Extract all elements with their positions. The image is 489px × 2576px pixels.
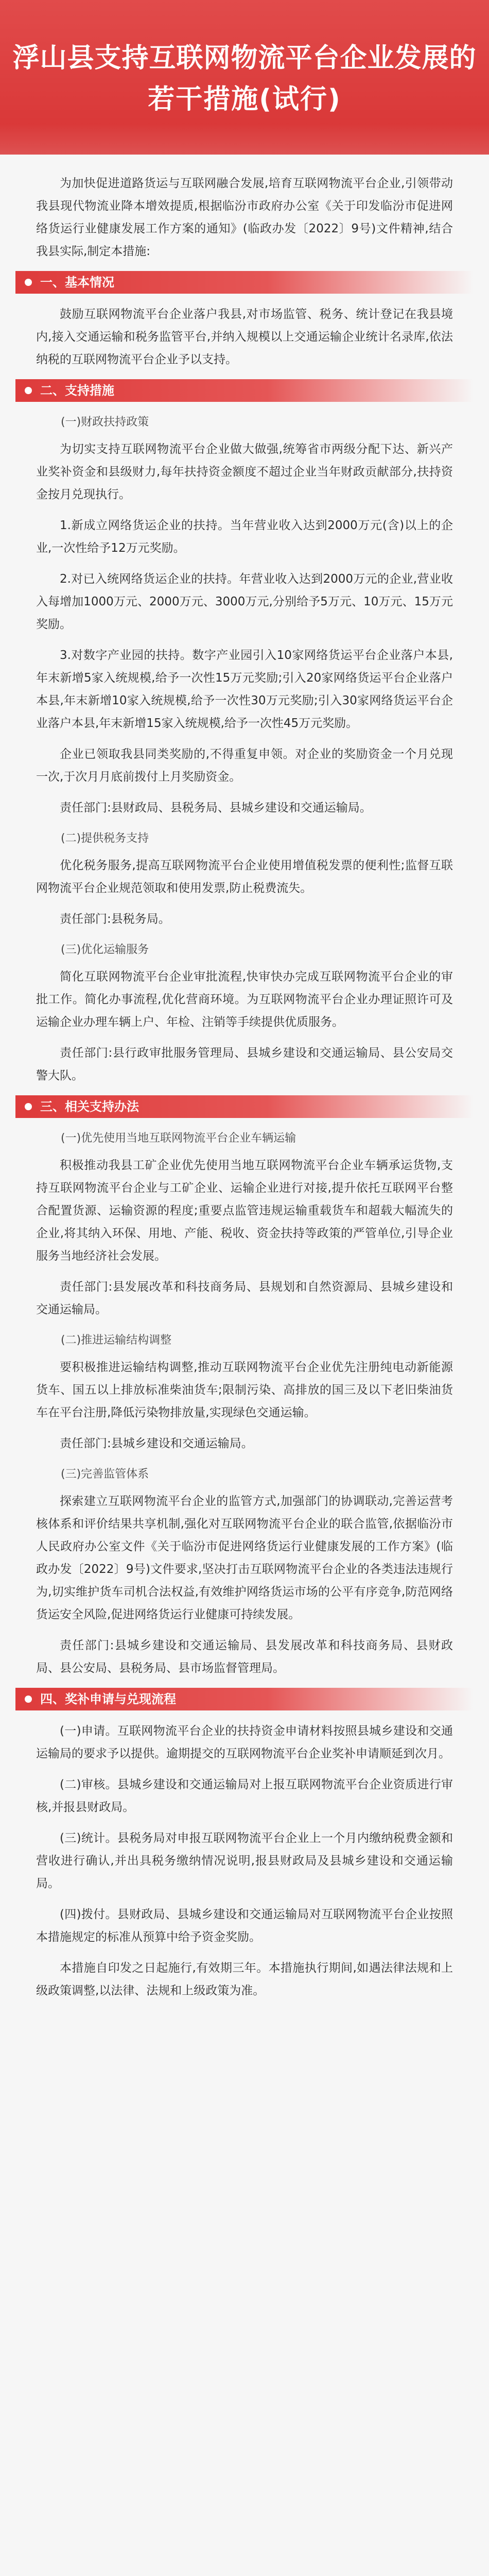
page-title-line2: 若干措施(试行) <box>148 84 341 115</box>
responsible-departments: 责任部门:县行政审批服务管理局、县城乡建设和交通运输局、县公安局交警大队。 <box>36 1046 453 1082</box>
bullet-dot-icon <box>25 279 32 286</box>
page-title-line1: 浮山县支持互联网物流平台企业发展的 <box>12 43 477 74</box>
section-title: 三、相关支持办法 <box>40 1099 139 1114</box>
responsible-departments: 责任部门:县发展改革和科技商务局、县规划和自然资源局、县城乡建设和交通运输局。 <box>36 1280 453 1316</box>
responsible-departments: 责任部门:县城乡建设和交通运输局。 <box>60 1437 253 1450</box>
paragraph: 为切实支持互联网物流平台企业做大做强,统筹省市两级分配下达、新兴产业奖补资金和县级财力,每年扶持资金额度不超过企业当年财政贡献部分,扶持资金按月兑现执行。 <box>36 443 453 501</box>
paragraph: 鼓励互联网物流平台企业落户我县,对市场监管、税务、统计登记在我县境内,接入交通运输和税务监管平台,并纳入规模以上交通运输企业统计名录库,依法纳税的互联网物流平台企业予以支持。 <box>36 308 453 366</box>
subheading: (一)优先使用当地互联网物流平台企业车辆运输 <box>61 1132 296 1145</box>
subheading: (三)优化运输服务 <box>61 943 149 956</box>
subheading: (一)财政扶持政策 <box>61 416 149 429</box>
paragraph: 要积极推进运输结构调整,推动互联网物流平台企业优先注册纯电动新能源货车、国五以上排放标准柴油货车;限制污染、高排放的国三及以下老旧柴油货车在平台注册,降低污染物排放量,实现绿色交通运输。 <box>36 1361 453 1419</box>
section-heading-support <box>15 379 474 402</box>
subheading: (三)完善监管体系 <box>61 1468 149 1481</box>
closing-paragraph: 本措施自印发之日起施行,有效期三年。本措施执行期间,如遇法律法规和上级政策调整,以法律、法规和上级政策为准。 <box>36 1961 453 1997</box>
bullet-dot-icon <box>25 387 32 394</box>
section-heading-process <box>15 1688 474 1710</box>
header-decor <box>0 124 489 155</box>
paragraph: (二)审核。县城乡建设和交通运输局对上报互联网物流平台企业资质进行审核,并报县财政局。 <box>36 1778 453 1814</box>
paragraph: 2.对已入统网络货运企业的扶持。年营业收入达到2000万元的企业,营业收入每增加1000万元、2000万元、3000万元,分别给予5万元、10万元、15万元奖励。 <box>36 572 453 631</box>
article-body <box>0 155 489 2002</box>
responsible-departments: 责任部门:县税务局。 <box>60 912 170 926</box>
subheading: (二)推进运输结构调整 <box>61 1334 172 1347</box>
paragraph: 探索建立互联网物流平台企业的监管方式,加强部门的协调联动,完善运营考核体系和评价结果共享机制,强化对互联网物流平台企业的联合监管,依据临汾市人民政府办公室文件《关于临汾市促进网络货运行业健康发展的工作方案》(临政办发〔2022〕9号)文件要求,坚决打击互联网物流平台企业的各类违法违规行为,切实维护货车司机合法权益,有效维护网络货运市场的公平有序竞争,防范网络货运安全风险,促进网络货运行业健康可持续发展。 <box>36 1495 453 1621</box>
header-banner <box>0 0 489 155</box>
paragraph: 1.新成立网络货运企业的扶持。当年营业收入达到2000万元(含)以上的企业,一次性给予12万元奖励。 <box>36 519 453 555</box>
section-title: 四、奖补申请与兑现流程 <box>40 1692 176 1706</box>
paragraph: 简化互联网物流平台企业审批流程,快审快办完成互联网物流平台企业的审批工作。简化办事流程,优化营商环境。为互联网物流平台企业办理证照许可及运输企业办理车辆上户、年检、注销等手续提供优质服务。 <box>36 970 453 1029</box>
section-title: 一、基本情况 <box>40 275 114 290</box>
bullet-dot-icon <box>25 1103 32 1110</box>
paragraph: (一)申请。互联网物流平台企业的扶持资金申请材料按照县城乡建设和交通运输局的要求予以提供。逾期提交的互联网物流平台企业奖补申请顺延到次月。 <box>36 1724 453 1760</box>
section-heading-measures <box>15 1095 474 1118</box>
bullet-dot-icon <box>25 1696 32 1703</box>
paragraph: 3.对数字产业园的扶持。数字产业园引入10家网络货运平台企业落户本县,年末新增5家入统规模,给予一次性15万元奖励;引入20家网络货运平台企业落户本县,年末新增10家入统规模,给予一次性30万元奖励;引入30家网络货运平台企业落户本县,年末新增15家入统规模,给予一次性45万元奖励。 <box>36 649 453 730</box>
paragraph: 优化税务服务,提高互联网物流平台企业使用增值税发票的便利性;监督互联网物流平台企业规范领取和使用发票,防止税费流失。 <box>36 859 453 895</box>
section-heading-basic <box>15 271 474 294</box>
subheading: (二)提供税务支持 <box>61 832 149 845</box>
paragraph: 企业已领取我县同类奖励的,不得重复申领。对企业的奖励资金一个月兑现一次,于次月月底前拨付上月奖励资金。 <box>36 748 453 784</box>
paragraph: 积极推动我县工矿企业优先使用当地互联网物流平台企业车辆承运货物,支持互联网物流平台企业与工矿企业、运输企业进行对接,提升依托互联网平台整合配置货源、运输资源的程度;重要点监管违规运输重载货车和超载大幅流失的企业,将其纳入环保、用地、产能、税收、资金扶持等政策的严管单位,引导企业服务当地经济社会发展。 <box>36 1159 453 1263</box>
section-title: 二、支持措施 <box>40 383 114 398</box>
responsible-departments: 责任部门:县城乡建设和交通运输局、县发展改革和科技商务局、县财政局、县公安局、县税务局、县市场监督管理局。 <box>36 1639 453 1675</box>
intro-paragraph: 为加快促进道路货运与互联网融合发展,培育互联网物流平台企业,引领带动我县现代物流业降本增效提质,根据临汾市政府办公室《关于印发临汾市促进网络货运行业健康发展工作方案的通知》(临政办发〔2022〕9号)文件精神,结合我县实际,制定本措施: <box>36 177 453 258</box>
paragraph: (三)统计。县税务局对申报互联网物流平台企业上一个月内缴纳税费金额和营收进行确认,并出具税务缴纳情况说明,报县财政局及县城乡建设和交通运输局。 <box>36 1832 453 1890</box>
responsible-departments: 责任部门:县财政局、县税务局、县城乡建设和交通运输局。 <box>60 801 372 815</box>
paragraph: (四)拨付。县财政局、县城乡建设和交通运输局对互联网物流平台企业按照本措施规定的标准从预算中给予资金奖励。 <box>36 1908 453 1944</box>
